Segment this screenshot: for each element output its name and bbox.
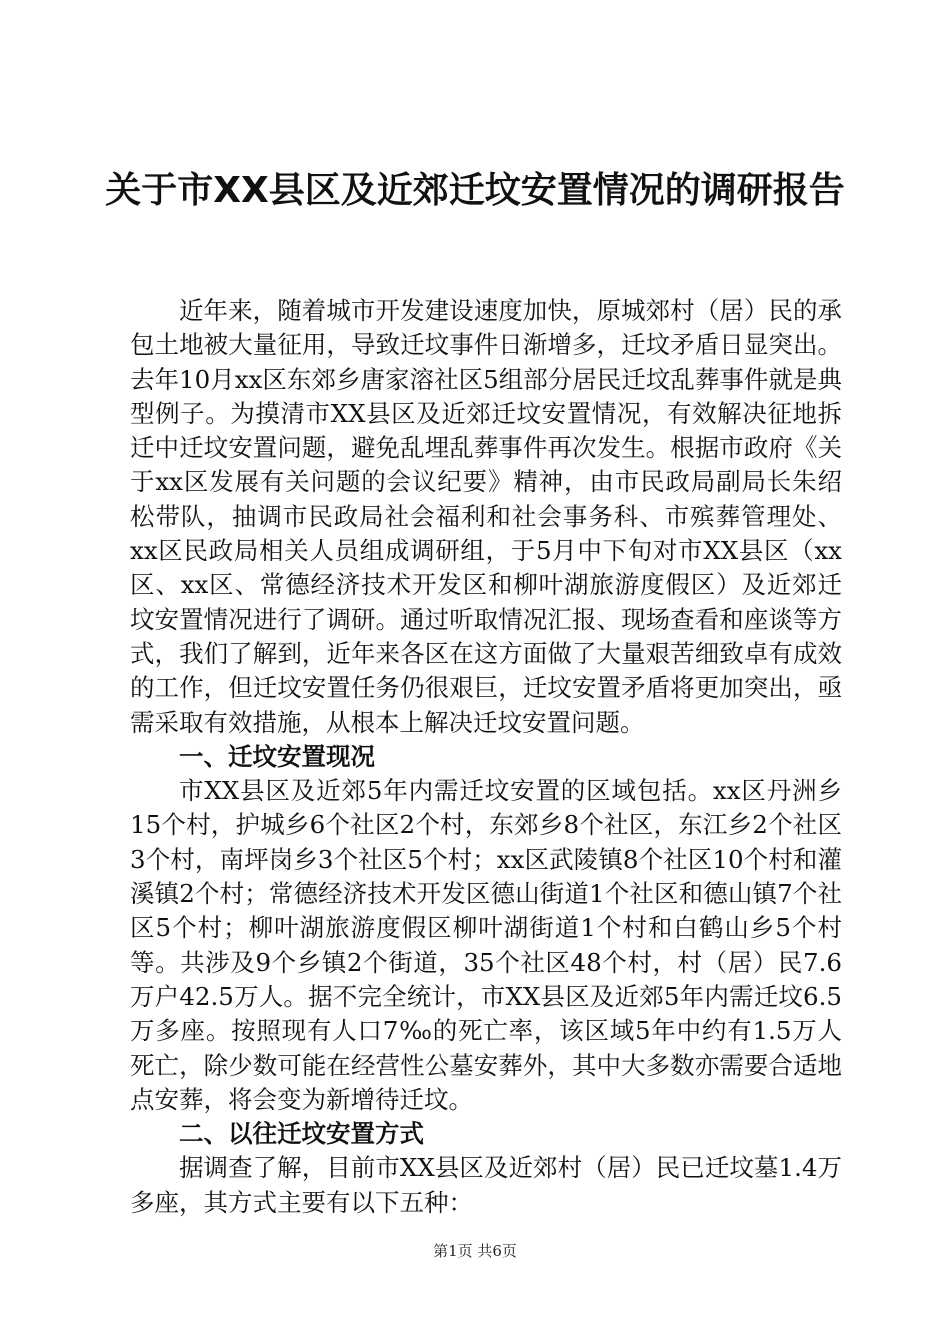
- section-heading-1: 一、迁坟安置现况: [179, 741, 375, 771]
- document-body: [130, 294, 842, 1220]
- document-title: 关于市XX县区及近郊迁坟安置情况的调研报告: [105, 170, 845, 211]
- section-heading-2: 二、以往迁坟安置方式: [179, 1119, 424, 1149]
- intro-paragraph: 近年来，随着城市开发建设速度加快，原城郊村（居）民的承包土地被大量征用，导致迁坟事件日渐增多，迁坟矛盾日显突出。去年10月xx区东郊乡唐家溶社区5组部分居民迁坟乱葬事件就是典型例子。为摸清市XX县区及近郊迁坟安置情况，有效解决征地拆迁中迁坟安置问题，避免乱埋乱葬事件再次发生。根据市政府《关于xx区发展有关问题的会议纪要》精神，由市民政局副局长朱绍松带队，抽调市民政局社会福利和社会事务科、市殡葬管理处、xx区民政局相关人员组成调研组，于5月中下旬对市XX县区（xx区、xx区、常德经济技术开发区和柳叶湖旅游度假区）及近郊迁坟安置情况进行了调研。通过听取情况汇报、现场查看和座谈等方式，我们了解到，近年来各区在这方面做了大量艰苦细致卓有成效的工作，但迁坟安置任务仍很艰巨，迁坟安置矛盾将更加突出，亟需采取有效措施，从根本上解决迁坟安置问题。: [130, 296, 842, 737]
- section-1-paragraph: 市XX县区及近郊5年内需迁坟安置的区域包括。xx区丹洲乡15个村，护城乡6个社区2个村，东郊乡8个社区，东江乡2个社区3个村，南坪岗乡3个社区5个村；xx区武陵镇8个社区10个村和灌溪镇2个村；常德经济技术开发区德山街道1个社区和德山镇7个社区5个村；柳叶湖旅游度假区柳叶湖街道1个村和白鹤山乡5个村等。共涉及9个乡镇2个街道，35个社区48个村，村（居）民7.6万户42.5万人。据不完全统计，市XX县区及近郊5年内需迁坟6.5万多座。按照现有人口7‰的死亡率，该区域5年中约有1.5万人死亡，除少数可能在经营性公墓安葬外，其中大多数亦需要合适地点安葬，将会变为新增待迁坟。: [130, 776, 842, 1114]
- section-2-paragraph: 据调查了解，目前市XX县区及近郊村（居）民已迁坟墓1.4万多座，其方式主要有以下五种：: [130, 1153, 842, 1217]
- page-footer: 第1页 共6页: [433, 1242, 517, 1260]
